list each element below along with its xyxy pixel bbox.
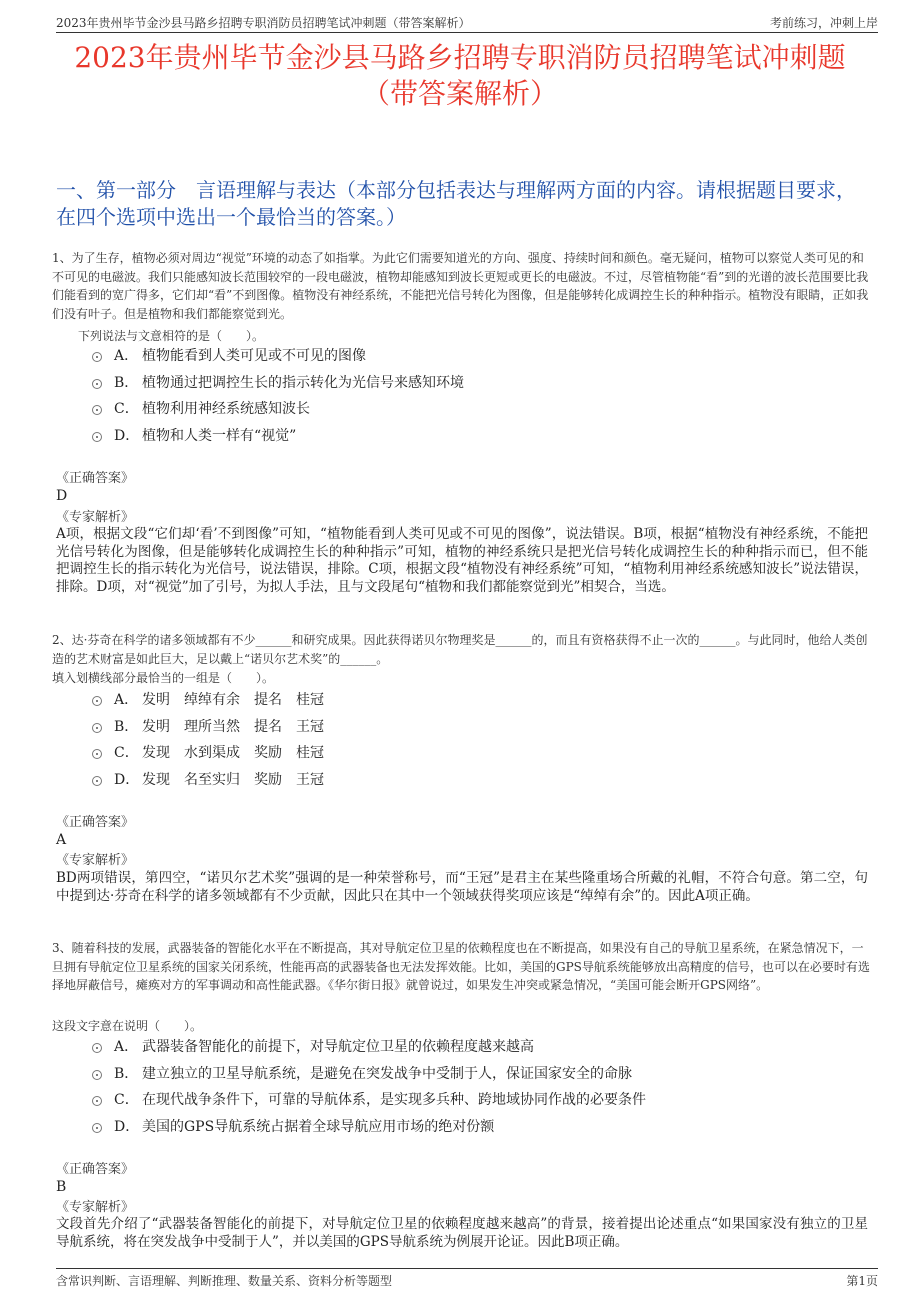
question-1-analysis-label: 《专家解析》 <box>56 510 135 525</box>
option-letter: C． <box>114 745 139 762</box>
question-3-answer-label: 《正确答案》 <box>56 1162 135 1177</box>
page-header <box>56 12 878 33</box>
question-2-analysis-label: 《专家解析》 <box>56 853 135 868</box>
question-3-analysis-label: 《专家解析》 <box>56 1200 135 1215</box>
option-letter: B． <box>114 374 139 391</box>
question-3-prompt: 这段文字意在说明（ ）。 <box>52 1019 203 1033</box>
header-slogan: 考前练习，冲刺上岸 <box>769 16 878 30</box>
radio-icon[interactable] <box>92 379 102 389</box>
header-doc-title: 2023年贵州毕节金沙县马路乡招聘专职消防员招聘笔试冲刺题（带答案解析） <box>56 16 471 30</box>
radio-icon[interactable] <box>92 1043 102 1053</box>
option-text: 发明 理所当然 提名 王冠 <box>142 718 324 735</box>
page-footer <box>56 1268 878 1289</box>
radio-icon[interactable] <box>92 749 102 759</box>
option-letter: A． <box>114 348 139 364</box>
option-text: 武器装备智能化的前提下，对导航定位卫星的依赖程度越来越高 <box>142 1039 534 1055</box>
radio-icon[interactable] <box>92 723 102 733</box>
question-3-answer: B <box>56 1179 67 1195</box>
option-text: 发现 水到渠成 奖励 桂冠 <box>142 745 324 762</box>
radio-icon[interactable] <box>92 776 102 786</box>
option-letter: A． <box>114 1039 139 1055</box>
option-text: 植物和人类一样有“视觉” <box>142 427 297 444</box>
radio-icon[interactable] <box>92 1123 102 1133</box>
option-letter: D． <box>114 1118 140 1135</box>
option-text: 建立独立的卫星导航系统，是避免在突发战争中受制于人，保证国家安全的命脉 <box>142 1065 632 1082</box>
option-text: 发现 名至实归 奖励 王冠 <box>142 771 324 788</box>
radio-icon[interactable] <box>92 352 102 362</box>
radio-icon[interactable] <box>92 1096 102 1106</box>
title-line-1: 2023年贵州毕节金沙县马路乡招聘专职消防员招聘笔试冲刺题 <box>74 41 846 74</box>
question-1-analysis: A项，根据文段“它们却‘看’不到图像”可知，“植物能看到人类可见或不可见的图像”，说法错误。B项，根据“植物没有神经系统，不能把光信号转化为图像，但是能够转化成调控生长的种种指示”可知，植物的神经系统只是把光信号转化成调控生长的种种指示而已，但不能把调控生长的指示转化为光信号，说法错误，排除。C项，根据文段“植物没有神经系统”可知，“植物利用神经系统感知波长”说法错误，排除。D项，对“视觉”加了引号，为拟人手法，且与文段尾句“植物和我们都能察觉到光”相契合，当选。 <box>56 526 868 595</box>
option-text: 在现代战争条件下，可靠的导航体系，是实现多兵种、跨地域协同作战的必要条件 <box>142 1092 646 1109</box>
option-text: 植物利用神经系统感知波长 <box>142 401 310 418</box>
option-letter: C． <box>114 401 139 418</box>
option-text: 发明 绰绰有余 提名 桂冠 <box>142 692 324 708</box>
question-1-answer: D <box>56 488 68 504</box>
section-heading: 一、第一部分 言语理解与表达（本部分包括表达与理解两方面的内容。请根据题目要求，在四个选项中选出一个最恰当的答案。） <box>56 178 856 229</box>
option-letter: B． <box>114 1065 139 1082</box>
option-text: 植物能看到人类可见或不可见的图像 <box>142 348 366 364</box>
question-2-answer: A <box>56 832 67 848</box>
option-text: 植物通过把调控生长的指示转化为光信号来感知环境 <box>142 374 464 391</box>
option-letter: D． <box>114 427 140 444</box>
radio-icon[interactable] <box>92 696 102 706</box>
document-title <box>40 40 880 112</box>
question-2-answer-label: 《正确答案》 <box>56 815 135 830</box>
question-3-analysis: 文段首先介绍了“武器装备智能化的前提下，对导航定位卫星的依赖程度越来越高”的背景，接着提出论述重点“如果国家没有独立的卫星导航系统，将在突发战争中受制于人”，并以美国的GPS导航系统为例展开论证。因此B项正确。 <box>56 1216 868 1250</box>
question-2-prompt: 填入划横线部分最恰当的一组是（ ）。 <box>52 671 275 685</box>
page-number: 第1页 <box>846 1274 878 1288</box>
radio-icon[interactable] <box>92 1070 102 1080</box>
title-line-2: （带答案解析） <box>361 77 558 110</box>
question-2-analysis: BD两项错误，第四空，“诺贝尔艺术奖”强调的是一种荣誉称号，而“王冠”是君主在某些隆重场合所戴的礼帽，不符合句意。第二空，句中提到达·芬奇在科学的诸多领域都有不少贡献，因此只在其中一个领域获得奖项应该是“绰绰有余”的。因此A项正确。 <box>56 870 868 904</box>
question-1-prompt: 下列说法与文意相符的是（ ）。 <box>78 329 265 343</box>
option-letter: B． <box>114 718 139 735</box>
option-letter: A． <box>114 692 139 708</box>
question-2-stem: 2、达·芬奇在科学的诸多领域都有不少______和研究成果。因此获得诺贝尔物理奖是______的，而且有资格获得不止一次的______。与此同时，他给人类创造的艺术财富是如此巨大，足以戴上“诺贝尔艺术奖”的______。 <box>52 633 868 666</box>
question-1-answer-label: 《正确答案》 <box>56 471 135 486</box>
option-letter: D． <box>114 771 140 788</box>
radio-icon[interactable] <box>92 432 102 442</box>
question-1-stem: 1、为了生存，植物必须对周边“视觉”环境的动态了如指掌。为此它们需要知道光的方向、强度、持续时间和颜色。毫无疑问，植物可以察觉人类可见的和不可见的电磁波。我们只能感知波长范围较窄的一段电磁波，植物却能感知到波长更短或更长的电磁波。不过，尽管植物能“看”到的光谱的波长范围要比我们能看到的宽广得多，它们却“看”不到图像。植物没有神经系统，不能把光信号转化为图像，但是能够转化成调控生长的种种指示。植物没有眼睛，正如我们没有叶子。但是植物和我们都能察觉到光。 <box>52 251 869 321</box>
radio-icon[interactable] <box>92 405 102 415</box>
option-text: 美国的GPS导航系统占据着全球导航应用市场的绝对份额 <box>142 1118 495 1135</box>
footer-topics: 含常识判断、言语理解、判断推理、数量关系、资料分析等题型 <box>56 1274 393 1288</box>
option-letter: C． <box>114 1092 139 1109</box>
question-3-stem: 3、随着科技的发展，武器装备的智能化水平在不断提高，其对导航定位卫星的依赖程度也在不断提高，如果没有自己的导航卫星系统，在紧急情况下，一旦拥有导航定位卫星系统的国家关闭系统，性能再高的武器装备也无法发挥效能。比如，美国的GPS导航系统能够放出高精度的信号，也可以在必要时有选择地屏蔽信号，瘫痪对方的军事调动和高性能武器。《华尔街日报》就曾说过，如果发生冲突或紧急情况，“美国可能会断开GPS网络”。 <box>52 941 870 992</box>
